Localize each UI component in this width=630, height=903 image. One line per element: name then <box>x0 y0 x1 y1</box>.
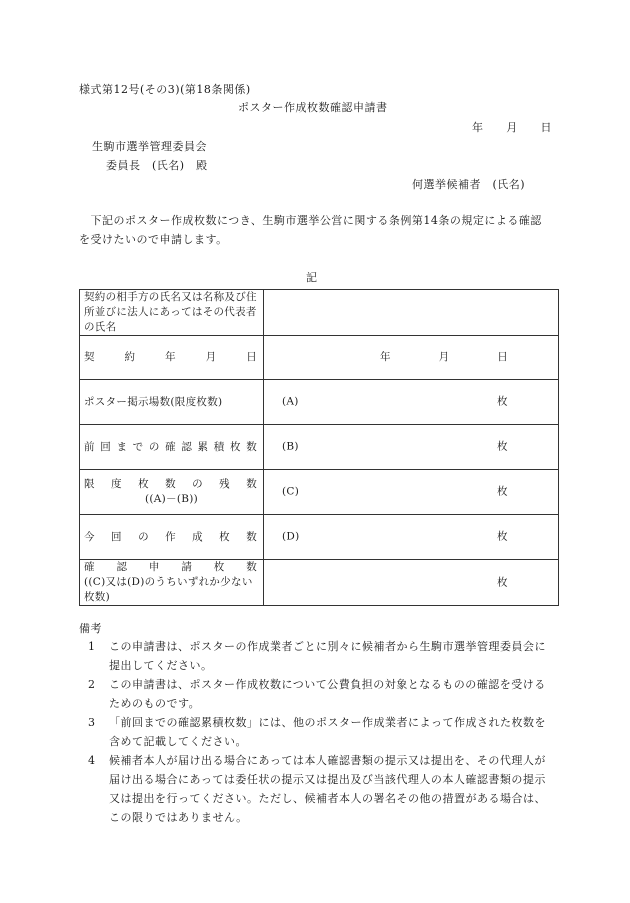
label-char: 数 <box>246 530 257 543</box>
contract-month-label: 月 <box>438 351 450 363</box>
label-char: 申 <box>148 561 160 573</box>
document-title: ポスター作成枚数確認申請書 <box>238 101 388 114</box>
note-number: 1 <box>88 640 96 653</box>
note-item <box>79 637 555 675</box>
note-item <box>79 675 555 713</box>
mark-c: (C) <box>282 485 300 498</box>
label-char: 年 <box>165 351 176 363</box>
mark-d: (D) <box>282 530 300 543</box>
requested-count-note: ((C)又は(D)のうちいずれか少ない枚数) <box>84 576 253 603</box>
unit-label: 枚 <box>497 576 508 588</box>
poster-sites-field[interactable] <box>264 380 559 425</box>
label-char: の <box>138 530 149 543</box>
label-char: 回 <box>111 530 122 543</box>
table-row <box>80 290 559 336</box>
notes-heading: 備考 <box>79 622 102 635</box>
mark-b: (B) <box>282 440 299 453</box>
note-number: 3 <box>88 716 96 729</box>
cumulative-count-field[interactable] <box>264 425 559 470</box>
table-row <box>80 470 559 515</box>
note-text: この申請書は、ポスター作成枚数について公費負担の対象となるものの確認を受けるためのものです。 <box>109 678 546 710</box>
applicant-name: 何選挙候補者 (氏名) <box>412 178 526 191</box>
label-char: 回 <box>100 440 112 453</box>
label-char: 数 <box>246 561 257 573</box>
current-count-label <box>80 515 264 560</box>
label-char: 枚 <box>213 561 225 573</box>
label-char: 限 <box>84 478 95 490</box>
contract-day-label: 日 <box>497 351 508 363</box>
application-date <box>472 119 552 135</box>
label-char: 枚 <box>138 478 149 490</box>
poster-sites-label: ポスター掲示場数(限度枚数) <box>80 380 264 425</box>
contract-year-label: 年 <box>380 351 391 363</box>
label-char: 確 <box>84 561 95 573</box>
unit-label: 枚 <box>497 485 508 498</box>
label-char: 成 <box>192 530 203 543</box>
label-char: 日 <box>246 351 257 363</box>
label-char: 確 <box>165 440 176 453</box>
poster-count-table <box>79 289 559 606</box>
label-char: で <box>132 440 144 453</box>
note-item <box>79 713 555 751</box>
contractor-label: 契約の相手方の氏名又は名称及び住所並びに法人にあってはその代表者の氏名 <box>80 290 264 336</box>
label-char: 前 <box>84 440 95 453</box>
note-text: 「前回までの確認累積枚数」には、他のポスター作成業者によって作成された枚数を含めて記載してください。 <box>109 716 546 748</box>
ki-heading: 記 <box>306 271 318 284</box>
date-month-label: 月 <box>506 121 518 134</box>
unit-label: 枚 <box>497 530 508 543</box>
label-char: ま <box>116 440 128 453</box>
contract-date-field[interactable] <box>264 336 559 380</box>
contract-date-label <box>80 336 264 380</box>
note-item <box>79 751 555 827</box>
label-char: 積 <box>213 440 225 453</box>
addressee-person: 委員長 (氏名) 殿 <box>106 159 208 172</box>
contractor-field[interactable] <box>264 290 559 336</box>
note-text: 候補者本人が届け出る場合にあっては本人確認書類の提示又は提出を、その代理人が届け出る場合にあっては委任状の提示又は提出及び当該代理人の本人確認書類の提示又は提出を行ってください。ただし、候補者本人の署名その他の措置がある場合は、この限りではありません。 <box>109 754 546 824</box>
table-row <box>80 515 559 560</box>
label-char: 契 <box>84 351 95 363</box>
label-char: 数 <box>246 440 257 453</box>
label-char: 認 <box>116 561 128 573</box>
note-number: 2 <box>88 678 96 691</box>
cumulative-count-label <box>80 425 264 470</box>
label-char: 数 <box>165 478 176 490</box>
label-char: 作 <box>165 530 176 543</box>
remaining-count-field[interactable] <box>264 470 559 515</box>
note-text: この申請書は、ポスターの作成業者ごとに別々に候補者から生駒市選挙管理委員会に提出してください。 <box>109 640 546 672</box>
addressee-organization: 生駒市選挙管理委員会 <box>92 140 207 153</box>
label-char: 累 <box>197 440 209 453</box>
date-day-label: 日 <box>540 121 552 134</box>
label-char: 数 <box>246 478 257 490</box>
table-row <box>80 336 559 380</box>
date-year-label: 年 <box>472 121 484 134</box>
label-char: 度 <box>111 478 122 490</box>
label-char: 枚 <box>229 440 241 453</box>
note-number: 4 <box>88 754 96 767</box>
mark-a: (A) <box>282 395 299 408</box>
unit-label: 枚 <box>497 440 508 453</box>
label-char: 枚 <box>219 530 230 543</box>
label-char: 認 <box>181 440 193 453</box>
label-char: 約 <box>124 351 136 363</box>
label-char: の <box>148 440 160 453</box>
label-char: 月 <box>205 351 217 363</box>
requested-count-field[interactable] <box>264 560 559 606</box>
notes-list <box>79 637 555 827</box>
requested-count-label <box>80 560 264 606</box>
label-char: の <box>192 478 203 490</box>
table-row <box>80 560 559 606</box>
label-char: 今 <box>84 530 95 543</box>
form-number: 様式第12号(その3)(第18条関係) <box>79 83 251 96</box>
label-char: 請 <box>181 561 193 573</box>
table-row <box>80 425 559 470</box>
table-row <box>80 380 559 425</box>
request-statement: 下記のポスター作成枚数につき、生駒市選挙公営に関する条例第14条の規定による確認を受けたいので申請します。 <box>79 214 542 246</box>
current-count-field[interactable] <box>264 515 559 560</box>
remaining-count-label <box>80 470 264 515</box>
unit-label: 枚 <box>497 395 508 408</box>
label-char: 残 <box>219 478 230 490</box>
remaining-formula: ((A)－(B)) <box>144 493 199 505</box>
